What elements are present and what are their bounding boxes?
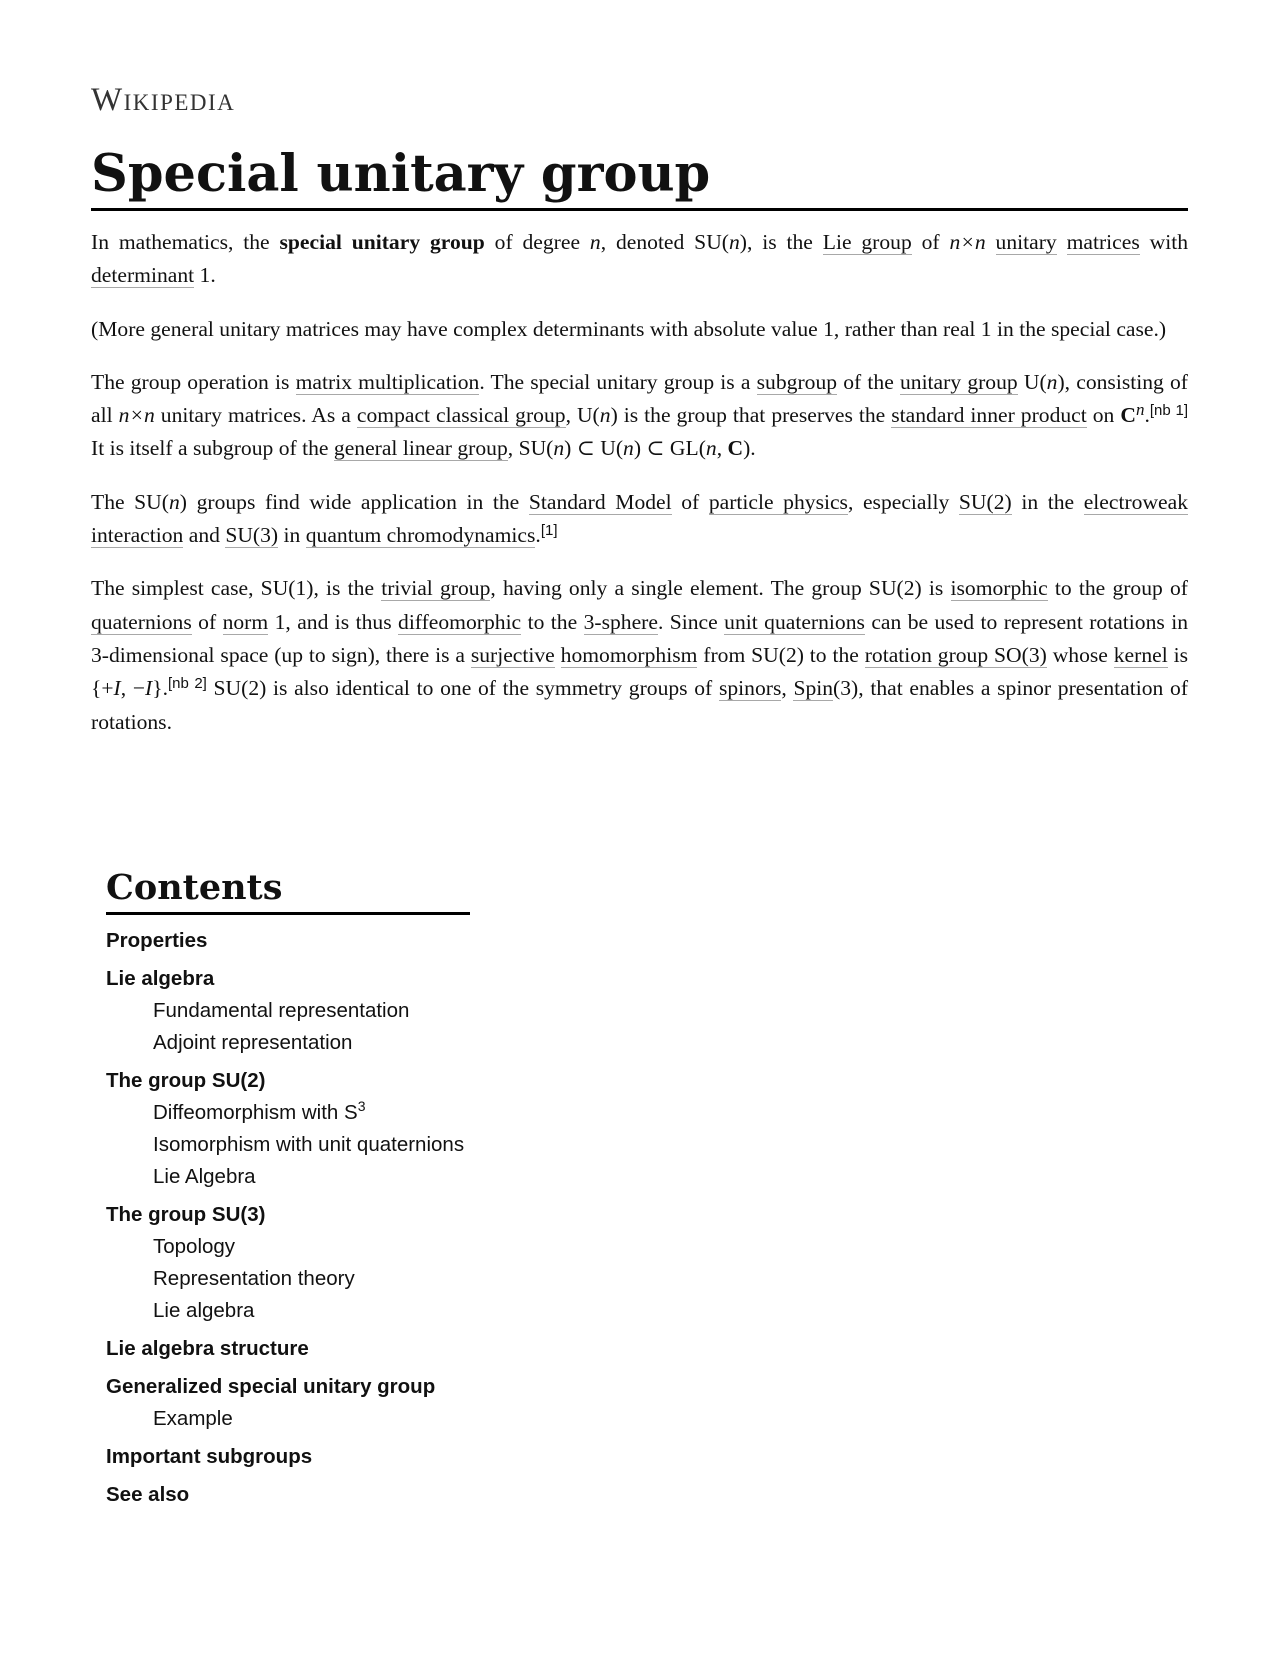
text: can be used to represent rotations in 3-dimensional space (up to sign), there is a: [91, 609, 1189, 667]
text: and: [183, 523, 226, 548]
text: ,: [781, 676, 794, 701]
toc-item-lie-algebra[interactable]: Lie algebra: [106, 967, 215, 991]
math-var: I: [145, 676, 153, 701]
text: The simplest case, SU(1), is the: [91, 576, 382, 601]
link-isomorphic[interactable]: isomorphic: [950, 576, 1048, 601]
text: [1057, 230, 1067, 254]
math-var: I: [113, 676, 121, 701]
toc-item-generalized[interactable]: Generalized special unitary group: [106, 1375, 436, 1399]
link-lie-group[interactable]: Lie group: [822, 230, 912, 254]
link-subgroup[interactable]: subgroup: [756, 369, 838, 394]
toc-item-lie-algebra-structure[interactable]: Lie algebra structure: [106, 1337, 309, 1361]
text: , especially: [847, 489, 959, 514]
link-quantum-chromodynamics[interactable]: quantum chromodynamics: [305, 523, 536, 548]
toc-subitem-lie-algebra-su2[interactable]: Lie Algebra: [153, 1165, 256, 1189]
link-electroweak-interaction[interactable]: electroweak interaction: [91, 489, 1189, 548]
text: to the group of: [1047, 576, 1188, 601]
text: [555, 643, 561, 667]
text: of: [911, 230, 950, 254]
text: U(: [1017, 369, 1047, 394]
link-rotation-group[interactable]: rotation group SO(3): [864, 642, 1047, 667]
paragraph-4: [91, 486, 1188, 553]
link-norm[interactable]: norm: [222, 609, 269, 634]
text: .: [535, 523, 541, 548]
math-bold: C: [727, 436, 744, 461]
link-particle-physics[interactable]: particle physics: [708, 489, 848, 514]
math-var: n: [168, 489, 180, 514]
toc-title: Contents: [106, 868, 470, 915]
footnote-nb1[interactable]: [nb 1]: [1149, 402, 1189, 420]
link-unit-quaternions[interactable]: unit quaternions: [724, 609, 865, 634]
text: The SU(: [91, 489, 169, 514]
paragraph-2: (More general unitary matrices may have complex determinants with absolute value 1, rather than real 1 in the special case.): [91, 316, 1167, 341]
math-var: n×n: [949, 230, 986, 254]
link-determinant[interactable]: determinant: [91, 263, 195, 288]
toc-item-see-also[interactable]: See also: [106, 1483, 190, 1507]
link-general-linear-group[interactable]: general linear group: [333, 436, 508, 461]
toc-list: [106, 925, 470, 1511]
link-surjective[interactable]: surjective: [470, 642, 555, 667]
link-standard-inner-product[interactable]: standard inner product: [891, 403, 1087, 428]
text: ), consisting of all: [91, 369, 1188, 428]
toc-subitem-representation-theory[interactable]: Representation theory: [153, 1267, 355, 1291]
superscript: 3: [357, 1098, 366, 1115]
toc-item-important-subgroups[interactable]: Important subgroups: [106, 1445, 313, 1469]
text: , −: [120, 676, 146, 701]
text: of: [191, 609, 223, 634]
toc-item-group-su3[interactable]: The group SU(3): [106, 1203, 266, 1227]
toc-item-properties[interactable]: Properties: [106, 929, 208, 953]
text: , SU(: [507, 436, 554, 461]
toc-subitem-topology[interactable]: Topology: [153, 1235, 236, 1259]
math-var: n: [553, 436, 565, 461]
text: . Since: [657, 609, 725, 634]
text: 1, and is thus: [268, 609, 399, 634]
math-var: n: [728, 230, 740, 254]
text: , denoted SU(: [600, 230, 729, 254]
toc-item-group-su2[interactable]: The group SU(2): [106, 1069, 266, 1093]
text: with: [1139, 230, 1188, 254]
text: [986, 230, 996, 254]
link-spinors[interactable]: spinors: [718, 676, 782, 701]
math-var: n×n: [118, 403, 155, 428]
text: of: [671, 489, 709, 514]
toc-subitem-diffeomorphism[interactable]: [106, 1097, 470, 1129]
link-su3[interactable]: SU(3): [225, 523, 279, 548]
text: , having only a single element. The group SU(2) is: [490, 576, 951, 601]
footnote-1[interactable]: [1]: [540, 522, 558, 540]
toc-subitem-fundamental-representation[interactable]: Fundamental representation: [153, 999, 410, 1023]
term-bold: special unitary group: [279, 230, 485, 254]
math-var: n: [599, 403, 611, 428]
link-spin[interactable]: Spin: [793, 676, 834, 701]
page-title: Special unitary group: [91, 145, 1188, 211]
text: .: [1144, 403, 1150, 428]
math-var: n: [705, 436, 717, 461]
text: is {+: [91, 642, 1188, 701]
text: ) ⊂ GL(: [633, 436, 706, 461]
math-sup: n: [1135, 400, 1145, 420]
link-kernel[interactable]: kernel: [1113, 642, 1168, 667]
toc-subitem-example[interactable]: Example: [153, 1407, 233, 1431]
paragraph-1: [91, 226, 1188, 293]
math-var: n: [623, 436, 634, 461]
text: . The special unitary group is a: [479, 369, 757, 394]
link-unitary[interactable]: unitary: [995, 230, 1057, 254]
link-quaternions[interactable]: quaternions: [91, 609, 192, 634]
text: ), is the: [739, 230, 823, 254]
toc-subitem-adjoint-representation[interactable]: Adjoint representation: [153, 1031, 353, 1055]
text: 1.: [194, 263, 216, 288]
text: in: [278, 523, 306, 548]
text: ,: [716, 436, 728, 461]
text: ) ⊂ U(: [564, 436, 624, 461]
toc-subitem-isomorphism[interactable]: Isomorphism with unit quaternions: [153, 1133, 465, 1157]
link-matrix-multiplication[interactable]: matrix multiplication: [295, 369, 480, 394]
link-standard-model[interactable]: Standard Model: [528, 489, 672, 514]
article-body: [91, 226, 1188, 759]
text: of degree: [484, 230, 590, 254]
text: ) is the group that preserves the: [610, 403, 892, 428]
toc-subitem-lie-algebra-su3[interactable]: Lie algebra: [153, 1299, 255, 1323]
text: on: [1086, 403, 1121, 428]
paragraph-5: [91, 572, 1188, 738]
link-3-sphere[interactable]: 3-sphere: [583, 609, 658, 634]
link-trivial-group[interactable]: trivial group: [381, 576, 491, 601]
math-bold: C: [1120, 403, 1136, 428]
footnote-nb2[interactable]: [nb 2]: [168, 675, 207, 693]
text: SU(2) is also identical to one of the symmetry groups of: [206, 676, 719, 701]
math-var: n: [589, 230, 601, 254]
text: In mathematics, the: [91, 230, 280, 254]
text: It is itself a subgroup of the: [91, 436, 334, 461]
math-var: n: [1046, 369, 1058, 394]
text: The group operation is: [91, 369, 296, 394]
text: of the: [837, 369, 900, 394]
text: (3), that enables a spinor presentation of rotations.: [91, 676, 1189, 734]
text: ).: [743, 436, 756, 461]
table-of-contents: [106, 868, 470, 1511]
text: , U(: [565, 403, 600, 428]
link-su2[interactable]: SU(2): [958, 489, 1012, 514]
paragraph-3: [91, 366, 1188, 466]
text: in the: [1011, 489, 1084, 514]
text: from SU(2) to the: [697, 642, 865, 667]
text: unitary matrices. As a: [154, 403, 357, 428]
link-matrices[interactable]: matrices: [1066, 230, 1140, 254]
text: whose: [1046, 642, 1114, 667]
wikipedia-wordmark[interactable]: Wikipedia: [91, 82, 236, 118]
link-compact-classical-group[interactable]: compact classical group: [356, 403, 566, 428]
link-homomorphism[interactable]: homomorphism: [560, 642, 698, 667]
text: }.: [152, 676, 168, 701]
text: to the: [521, 609, 584, 634]
toc-subitem-label: Diffeomorphism with S: [153, 1101, 358, 1125]
link-diffeomorphic[interactable]: diffeomorphic: [398, 609, 522, 634]
text: ) groups find wide application in the: [179, 489, 529, 514]
link-unitary-group[interactable]: unitary group: [899, 369, 1018, 394]
